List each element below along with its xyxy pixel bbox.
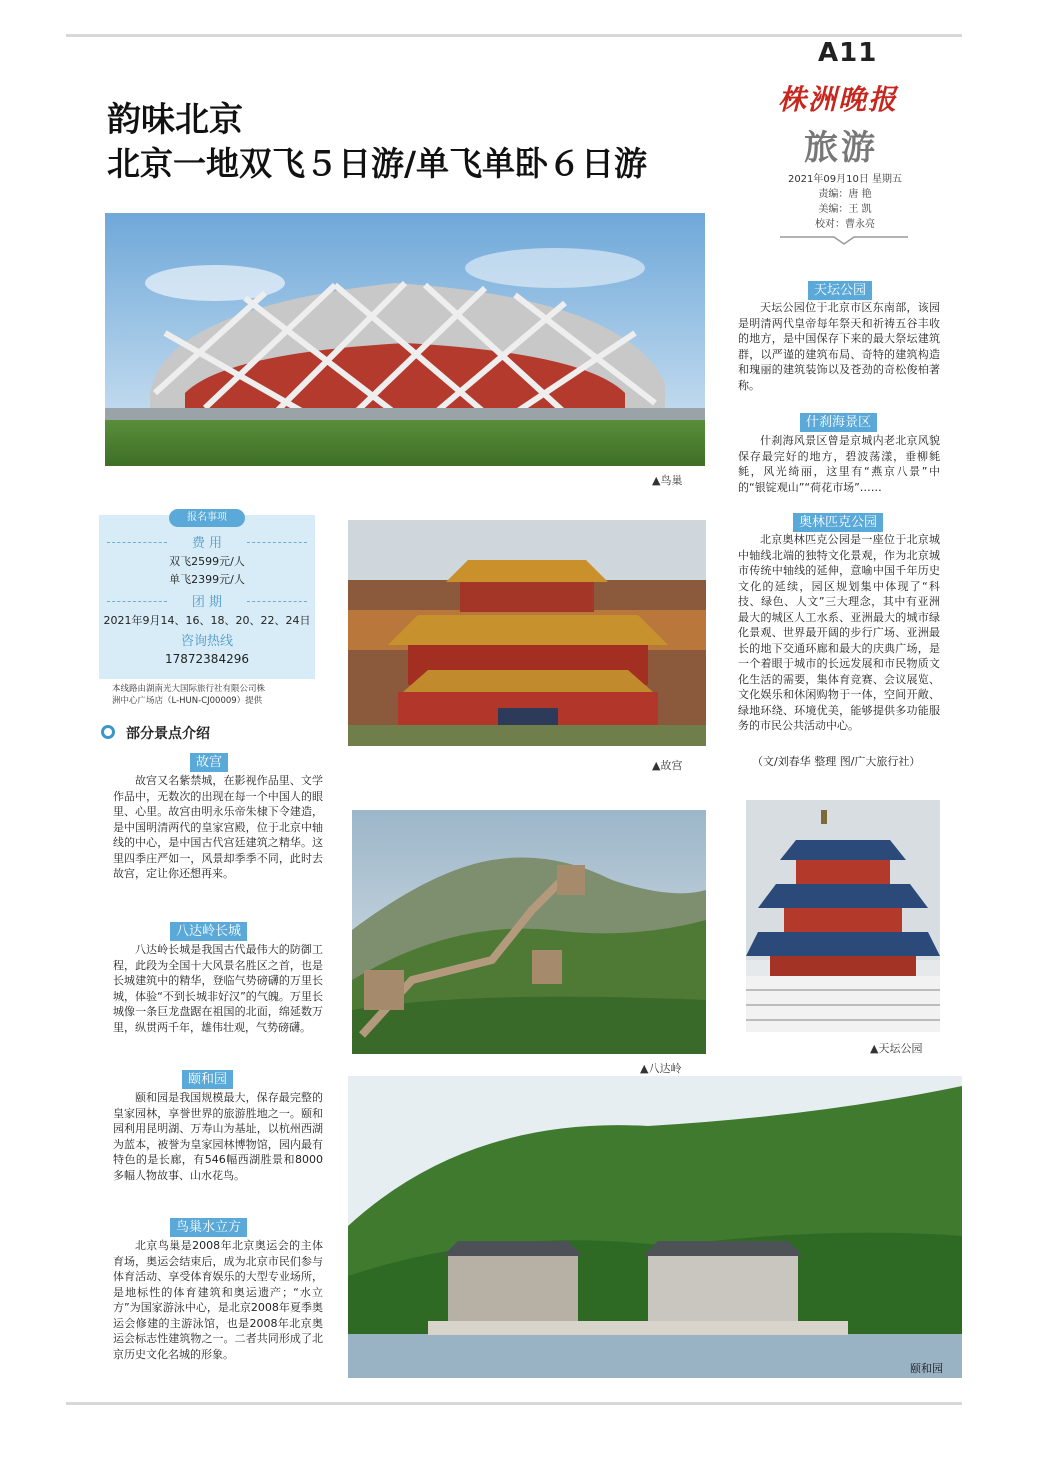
page-number: A11 xyxy=(818,38,878,68)
top-rule xyxy=(66,34,962,37)
temple-of-heaven-photo xyxy=(746,800,940,1032)
tag-shichahai: 什刹海景区 xyxy=(800,413,877,432)
bird-nest-caption: ▲鸟巢 xyxy=(652,474,683,487)
tour-dates: 2021年9月14、16、18、20、22、24日 xyxy=(103,614,311,627)
tag-niaochao: 鸟巢水立方 xyxy=(170,1218,247,1237)
badaling-photo xyxy=(352,810,706,1054)
editor-credit: 责编：唐 艳 xyxy=(818,189,872,200)
fee-single: 单飞2399元/人 xyxy=(169,573,245,586)
aolinpike-text: 北京奥林匹克公园是一座位于北京城中轴线北端的独特文化景观，作为北京城市传统中轴线的延伸，意喻中国千年历史文化的延续，园区规划集中体现了“科技、绿色、人文”三大理念，其中有亚洲最大的城区人工水系、亚洲最大的城市绿化景观、世界最开阔的步行广场、亚洲最长的地下交通环廊和最大的庆典广场，是一个着眼于城市的长远发展和市民物质文化生活的需要，集体育竞赛、会议展览、文化娱乐和休闲购物于一体，空间开敞、绿地环绕、环境优美，能够提供多功能服务的市民公共活动中心。 xyxy=(738,533,940,732)
section-title: 旅游 xyxy=(804,128,878,168)
bottom-rule xyxy=(66,1402,962,1405)
provider-line2: 洲中心广场店（L-HUN-CJ00009）提供 xyxy=(112,696,263,706)
yiheyuan-text: 颐和园是我国规模最大，保存最完整的皇家园林，享誉世界的旅游胜地之一。颐和园利用昆明湖、万寿山为基址，以杭州西湖为蓝本，被誉为皇家园林博物馆，园内最有特色的是长廊，有546幅西湖胜景和8000多幅人物故事、山水花鸟。 xyxy=(113,1091,323,1182)
tag-aolinpike: 奥林匹克公园 xyxy=(793,513,883,532)
meta-chevron xyxy=(780,233,908,245)
proofreader-credit: 校对：曹永亮 xyxy=(815,219,875,230)
hotline-label: 咨询热线 xyxy=(180,634,233,649)
forbidden-city-caption: ▲故宫 xyxy=(652,759,683,772)
tag-tiantan: 天坛公园 xyxy=(808,281,872,300)
registration-box xyxy=(99,512,315,679)
newspaper-logo: 株洲晚报 xyxy=(778,83,899,116)
gugong-text: 故宫又名紫禁城，在影视作品里、文学作品中，无数次的出现在每一个中国人的眼里、心里。故宫由明永乐帝朱棣下令建造，是中国明清两代的皇家宫殿，位于北京中轴线的中心，是中国古代宫廷建筑之精华。这里四季庄严如一，风景却季季不同，此时去故宫，定让你还想再来。 xyxy=(113,774,323,880)
tiantan-text: 天坛公园位于北京市区东南部，该园是明清两代皇帝每年祭天和祈祷五谷丰收的地方，是中国保存下来的最大祭坛建筑群，以严谨的建筑布局、奇特的建筑构造和瑰丽的建筑装饰以及苍劲的奇松俊柏著称。 xyxy=(738,301,940,392)
tag-badaling: 八达岭长城 xyxy=(170,922,247,941)
forbidden-city-photo xyxy=(348,520,706,746)
designer-credit: 美编：王 凯 xyxy=(818,204,872,215)
hotline-number: 17872384296 xyxy=(165,652,249,666)
provider-line1: 本线路由湖南光大国际旅行社有限公司株 xyxy=(112,684,266,694)
badaling-text: 八达岭长城是我国古代最伟大的防御工程，此段为全国十大风景名胜区之首，也是长城建筑中的精华，登临气势磅礴的万里长城，体验“不到长城非好汉”的气魄。万里长城像一条巨龙盘踞在祖国的北面，绵延数万里，纵贯两千年，雄伟壮观，气势磅礴。 xyxy=(113,943,323,1034)
badaling-caption: ▲八达岭 xyxy=(640,1062,682,1075)
headline-line2: 北京一地双飞５日游/单飞单卧６日游 xyxy=(107,144,648,183)
provider-note xyxy=(112,683,312,707)
summer-palace-caption: 颐和园 xyxy=(910,1362,943,1375)
temple-of-heaven-caption: ▲天坛公园 xyxy=(870,1042,923,1055)
credit-line: （文/刘春华 整理 图/广大旅行社） xyxy=(752,755,921,768)
intro-heading: 部分景点介绍 xyxy=(126,726,210,742)
bird-nest-photo xyxy=(105,213,705,466)
dates-label: 团 期 xyxy=(191,595,223,610)
headline-line1: 韵味北京 xyxy=(107,100,243,140)
fee-double: 双飞2599元/人 xyxy=(169,555,245,568)
issue-meta xyxy=(770,172,920,232)
registration-title: 报名事项 xyxy=(169,509,245,527)
fee-label: 费 用 xyxy=(191,536,223,551)
shichahai-text: 什刹海风景区曾是京城内老北京风貌保存最完好的地方，碧波荡漾，垂柳毵毵，风光绮丽，这里有“燕京八景”中的“银锭观山”“荷花市场”…… xyxy=(738,434,940,494)
tag-yiheyuan: 颐和园 xyxy=(182,1070,233,1089)
bullet-icon xyxy=(101,725,115,739)
issue-date: 2021年09月10日 星期五 xyxy=(787,174,903,185)
tag-gugong: 故宫 xyxy=(190,753,228,772)
summer-palace-photo xyxy=(348,1076,962,1378)
niaochao-text: 北京鸟巢是2008年北京奥运会的主体育场，奥运会结束后，成为北京市民们参与体育活动、享受体育娱乐的大型专业场所，是地标性的体育建筑和奥运遗产；“水立方”为国家游泳中心，是北京2008年夏季奥运会修建的主游泳馆，也是2008年北京奥运会标志性建筑物之一。二者共同形成了北京历史文化名城的形象。 xyxy=(113,1239,323,1361)
